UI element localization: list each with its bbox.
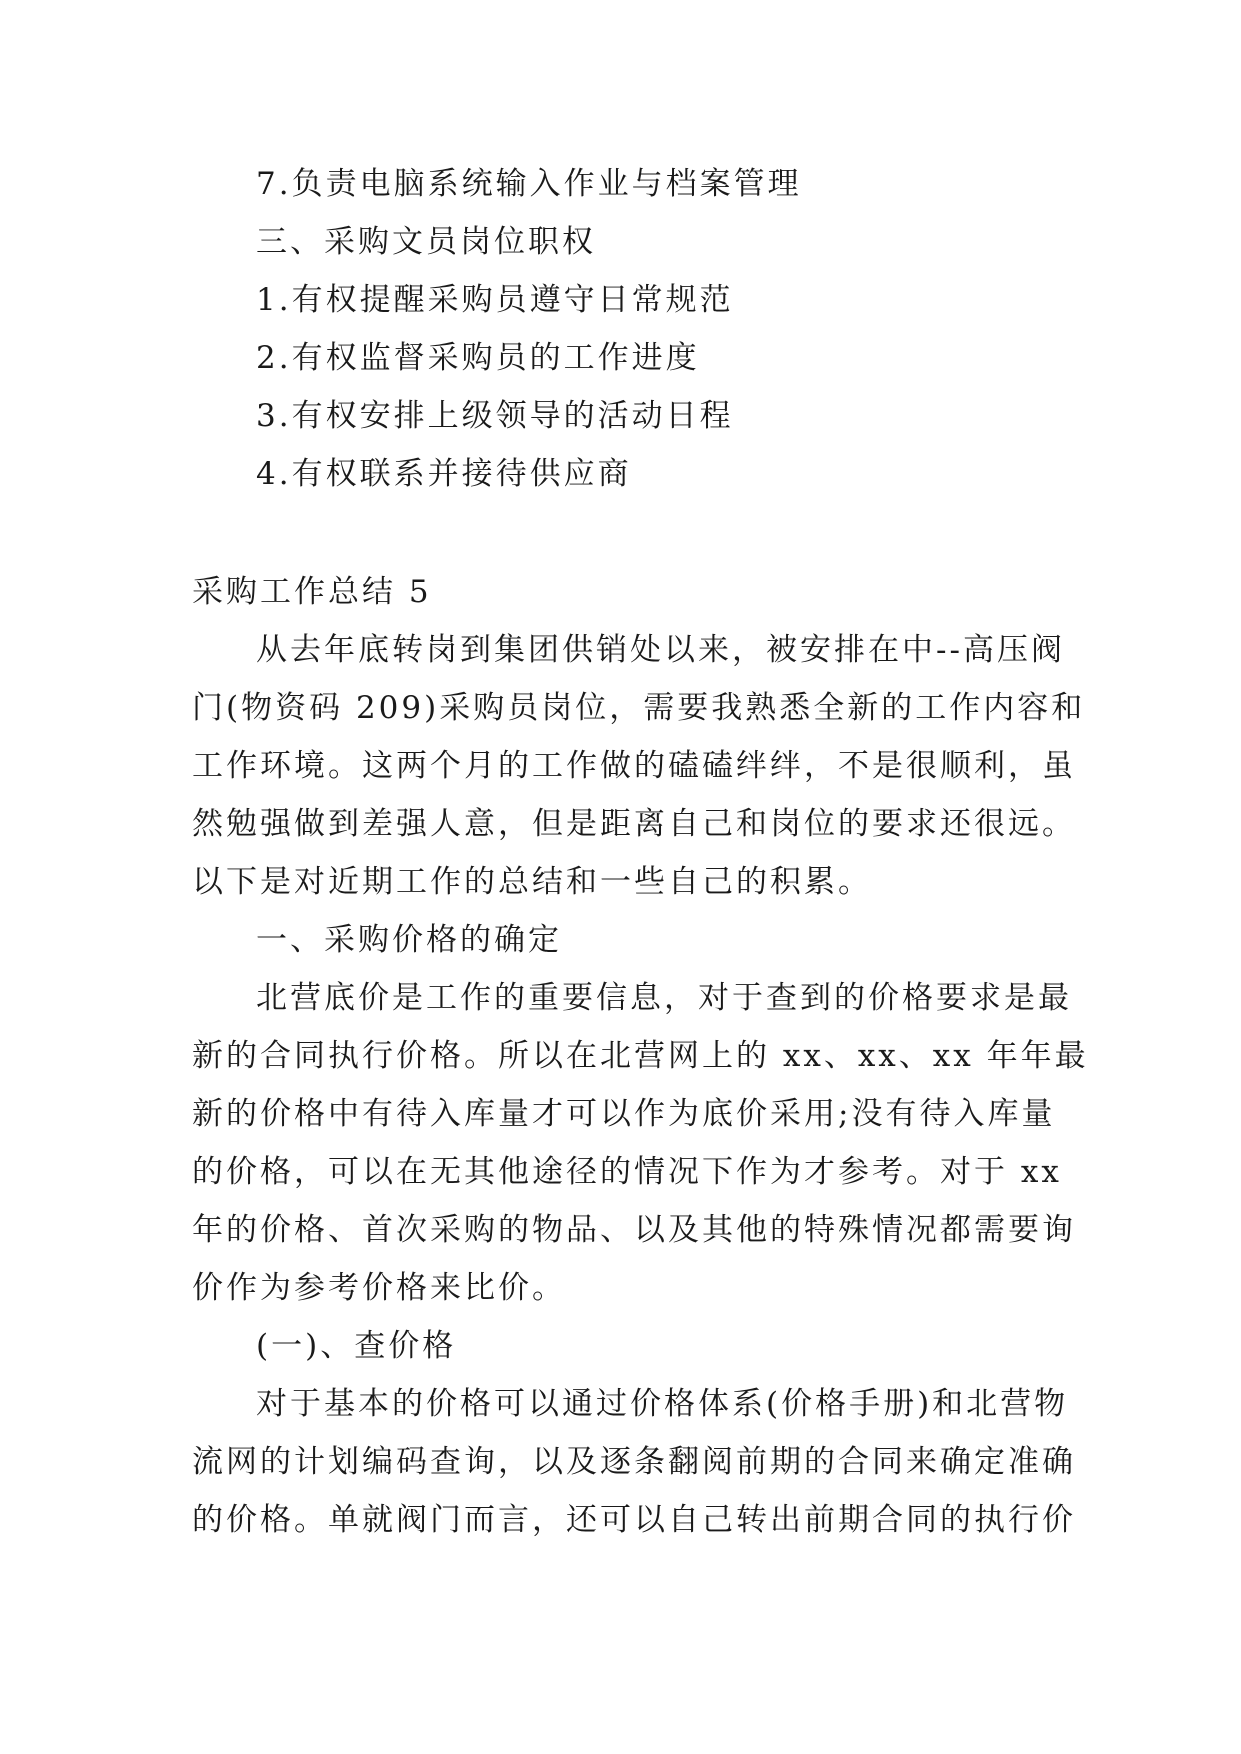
list-item: 2.有权监督采购员的工作进度 (256, 340, 700, 376)
paragraph-line: 工作环境。这两个月的工作做的磕磕绊绊，不是很顺利，虽 (192, 748, 1076, 784)
paragraph-line: 从去年底转岗到集团供销处以来，被安排在中--高压阀 (256, 632, 1065, 668)
paragraph-line: 门(物资码 209)采购员岗位，需要我熟悉全新的工作内容和 (192, 690, 1086, 726)
list-item: 3.有权安排上级领导的活动日程 (256, 398, 734, 434)
subheading: (一)、查价格 (256, 1328, 457, 1364)
paragraph-line: 以下是对近期工作的总结和一些自己的积累。 (192, 864, 872, 900)
paragraph-line: 年的价格、首次采购的物品、以及其他的特殊情况都需要询 (192, 1212, 1076, 1248)
paragraph-line: 价作为参考价格来比价。 (192, 1270, 566, 1306)
paragraph-line: 对于基本的价格可以通过价格体系(价格手册)和北营物 (256, 1386, 1069, 1422)
paragraph-line: 流网的计划编码查询，以及逐条翻阅前期的合同来确定准确 (192, 1444, 1076, 1480)
section-title: 采购工作总结 5 (192, 574, 432, 610)
list-item: 三、采购文员岗位职权 (256, 224, 596, 260)
list-item: 7.负责电脑系统输入作业与档案管理 (256, 166, 802, 202)
paragraph-line: 新的价格中有待入库量才可以作为底价采用;没有待入库量 (192, 1096, 1056, 1132)
paragraph-line: 然勉强做到差强人意，但是距离自己和岗位的要求还很远。 (192, 806, 1076, 842)
paragraph-line: 新的合同执行价格。所以在北营网上的 xx、xx、xx 年年最 (192, 1038, 1089, 1074)
list-item: 1.有权提醒采购员遵守日常规范 (256, 282, 734, 318)
list-item: 4.有权联系并接待供应商 (256, 456, 632, 492)
subheading: 一、采购价格的确定 (256, 922, 562, 958)
paragraph-line: 的价格。单就阀门而言，还可以自己转出前期合同的执行价 (192, 1502, 1076, 1538)
paragraph-line: 的价格，可以在无其他途径的情况下作为才参考。对于 xx (192, 1154, 1062, 1190)
paragraph-line: 北营底价是工作的重要信息，对于查到的价格要求是最 (256, 980, 1072, 1016)
